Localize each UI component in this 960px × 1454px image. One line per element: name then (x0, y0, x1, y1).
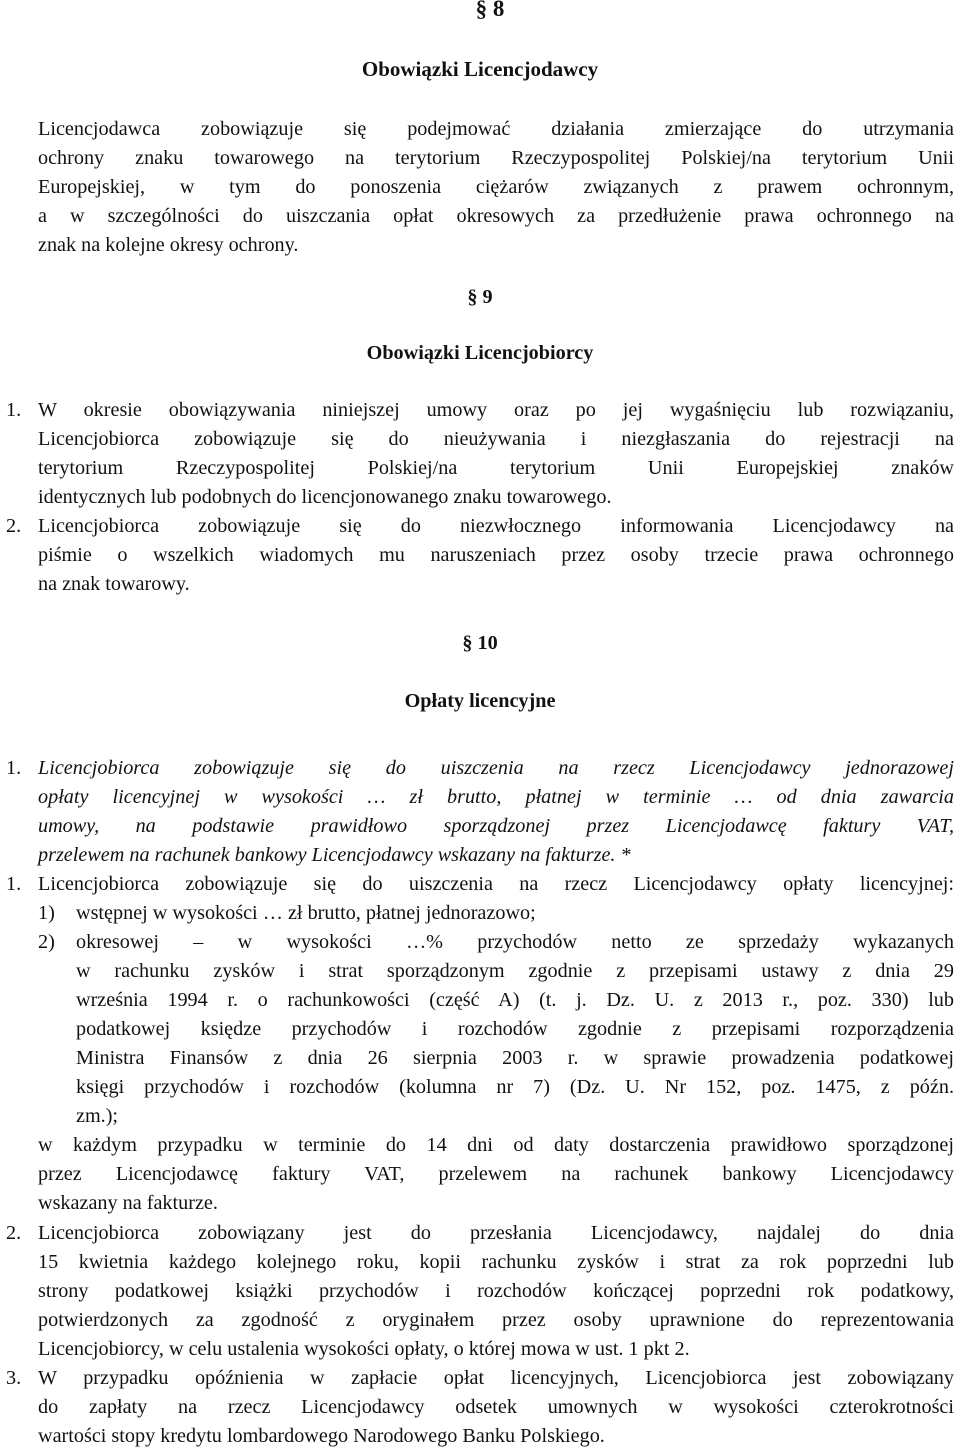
sub-item-line: księgi przychodów i rozchodów (kolumna nr 7) (Dz. U. Nr 152, poz. 1475, z późn. (76, 1076, 954, 1098)
item-line: do zapłaty na rzecz Licencjodawcy odsetek umownych w wysokości czterokrotności (38, 1396, 954, 1418)
item-number: 2. (6, 515, 22, 537)
paragraph-line: Licencjodawca zobowiązuje się podejmować działania zmierzające do utrzymania (38, 118, 954, 140)
item-number: 1. (6, 757, 22, 779)
section-mark: § 9 (467, 286, 493, 308)
sub-item-line: okresowej – w wysokości …% przychodów netto ze sprzedaży wykazanych (76, 931, 954, 953)
item-line: wartości stopy kredytu lombardowego Narodowego Banku Polskiego. (38, 1425, 605, 1447)
section-mark: § 10 (462, 632, 498, 654)
item-line: umowy, na podstawie prawidłowo sporządzonej przez Licencjodawcę faktury VAT, (38, 815, 954, 837)
sub-item-line: września 1994 r. o rachunkowości (część A) (t. j. Dz. U. z 2013 r., poz. 330) lub (76, 989, 954, 1011)
item-line: Licencjobiorca zobowiązuje się do nieużywania i niezgłaszania do rejestracji na (38, 428, 954, 450)
item-line: opłaty licencyjnej w wysokości … zł brutto, płatnej w terminie … od dnia zawarcia (38, 786, 954, 808)
paragraph-line: Europejskiej, w tym do ponoszenia ciężarów związanych z prawem ochronnym, (38, 176, 954, 198)
item-line: Licencjobiorca zobowiązuje się do niezwłocznego informowania Licencjodawcy na (38, 515, 954, 537)
paragraph-line: a w szczególności do uiszczania opłat okresowych za przedłużenie prawa ochronnego na (38, 205, 954, 227)
section-title: Obowiązki Licencjobiorcy (366, 342, 594, 364)
item-number: 1. (6, 873, 22, 895)
sub-item-line: wstępnej w wysokości … zł brutto, płatnej jednorazowo; (76, 902, 536, 924)
item-number: 1. (6, 399, 22, 421)
item-number: 2. (6, 1222, 22, 1244)
paragraph-line: znak na kolejne okresy ochrony. (38, 234, 299, 256)
item-line: przelewem na rachunek bankowy Licencjodawcy wskazany na fakturze. * (38, 844, 631, 866)
closing-line: w każdym przypadku w terminie do 14 dni od daty dostarczenia prawidłowo sporządzonej (38, 1134, 954, 1156)
section-title: Obowiązki Licencjodawcy (361, 57, 599, 81)
sub-item-line: podatkowej księdze przychodów i rozchodów zgodnie z przepisami rozporządzenia (76, 1018, 954, 1040)
item-line: strony podatkowej książki przychodów i rozchodów kończącej poprzedni rok podatkowy, (38, 1280, 954, 1302)
item-line: Licencjobiorca zobowiązany jest do przesłania Licencjodawcy, najdalej do dnia (38, 1222, 954, 1244)
item-line: piśmie o wszelkich wiadomych mu naruszeniach przez osoby trzecie prawa ochronnego (38, 544, 954, 566)
sub-item-line: w rachunku zysków i strat sporządzonym zgodnie z przepisami ustawy z dnia 29 (76, 960, 954, 982)
item-number: 3. (6, 1367, 22, 1389)
item-line: 15 kwietnia każdego kolejnego roku, kopii rachunku zysków i strat za rok poprzedni lub (38, 1251, 954, 1273)
section-mark: § 8 (475, 0, 505, 21)
closing-line: wskazany na fakturze. (38, 1192, 218, 1214)
item-line: W przypadku opóźnienia w zapłacie opłat licencyjnych, Licencjobiorca jest zobowiązany (38, 1367, 954, 1389)
item-line: W okresie obowiązywania niniejszej umowy oraz po jej wygaśnięciu lub rozwiązaniu, (38, 399, 954, 421)
item-line: terytorium Rzeczypospolitej Polskiej/na terytorium Unii Europejskiej znaków (38, 457, 954, 479)
sub-item-number: 2) (38, 931, 55, 953)
closing-line: przez Licencjodawcę faktury VAT, przelewem na rachunek bankowy Licencjodawcy (38, 1163, 954, 1185)
paragraph-line: ochrony znaku towarowego na terytorium Rzeczypospolitej Polskiej/na terytorium Unii (38, 147, 954, 169)
item-line: potwierdzonych za zgodność z oryginałem przez osoby uprawnione do reprezentowania (38, 1309, 954, 1331)
item-line: Licencjobiorca zobowiązuje się do uiszczenia na rzecz Licencjodawcy jednorazowej (38, 757, 954, 779)
item-intro: Licencjobiorca zobowiązuje się do uiszczenia na rzecz Licencjodawcy opłaty licencyjnej: (38, 873, 954, 895)
sub-item-line: Ministra Finansów z dnia 26 sierpnia 2003 r. w sprawie prowadzenia podatkowej (76, 1047, 954, 1069)
section-title: Opłaty licencyjne (404, 690, 556, 712)
item-line: identycznych lub podobnych do licencjonowanego znaku towarowego. (38, 486, 612, 508)
sub-item-line: zm.); (76, 1105, 119, 1127)
sub-item-number: 1) (38, 902, 55, 924)
item-line: Licencjobiorcy, w celu ustalenia wysokości opłaty, o której mowa w ust. 1 pkt 2. (38, 1338, 690, 1360)
item-line: na znak towarowy. (38, 573, 190, 595)
